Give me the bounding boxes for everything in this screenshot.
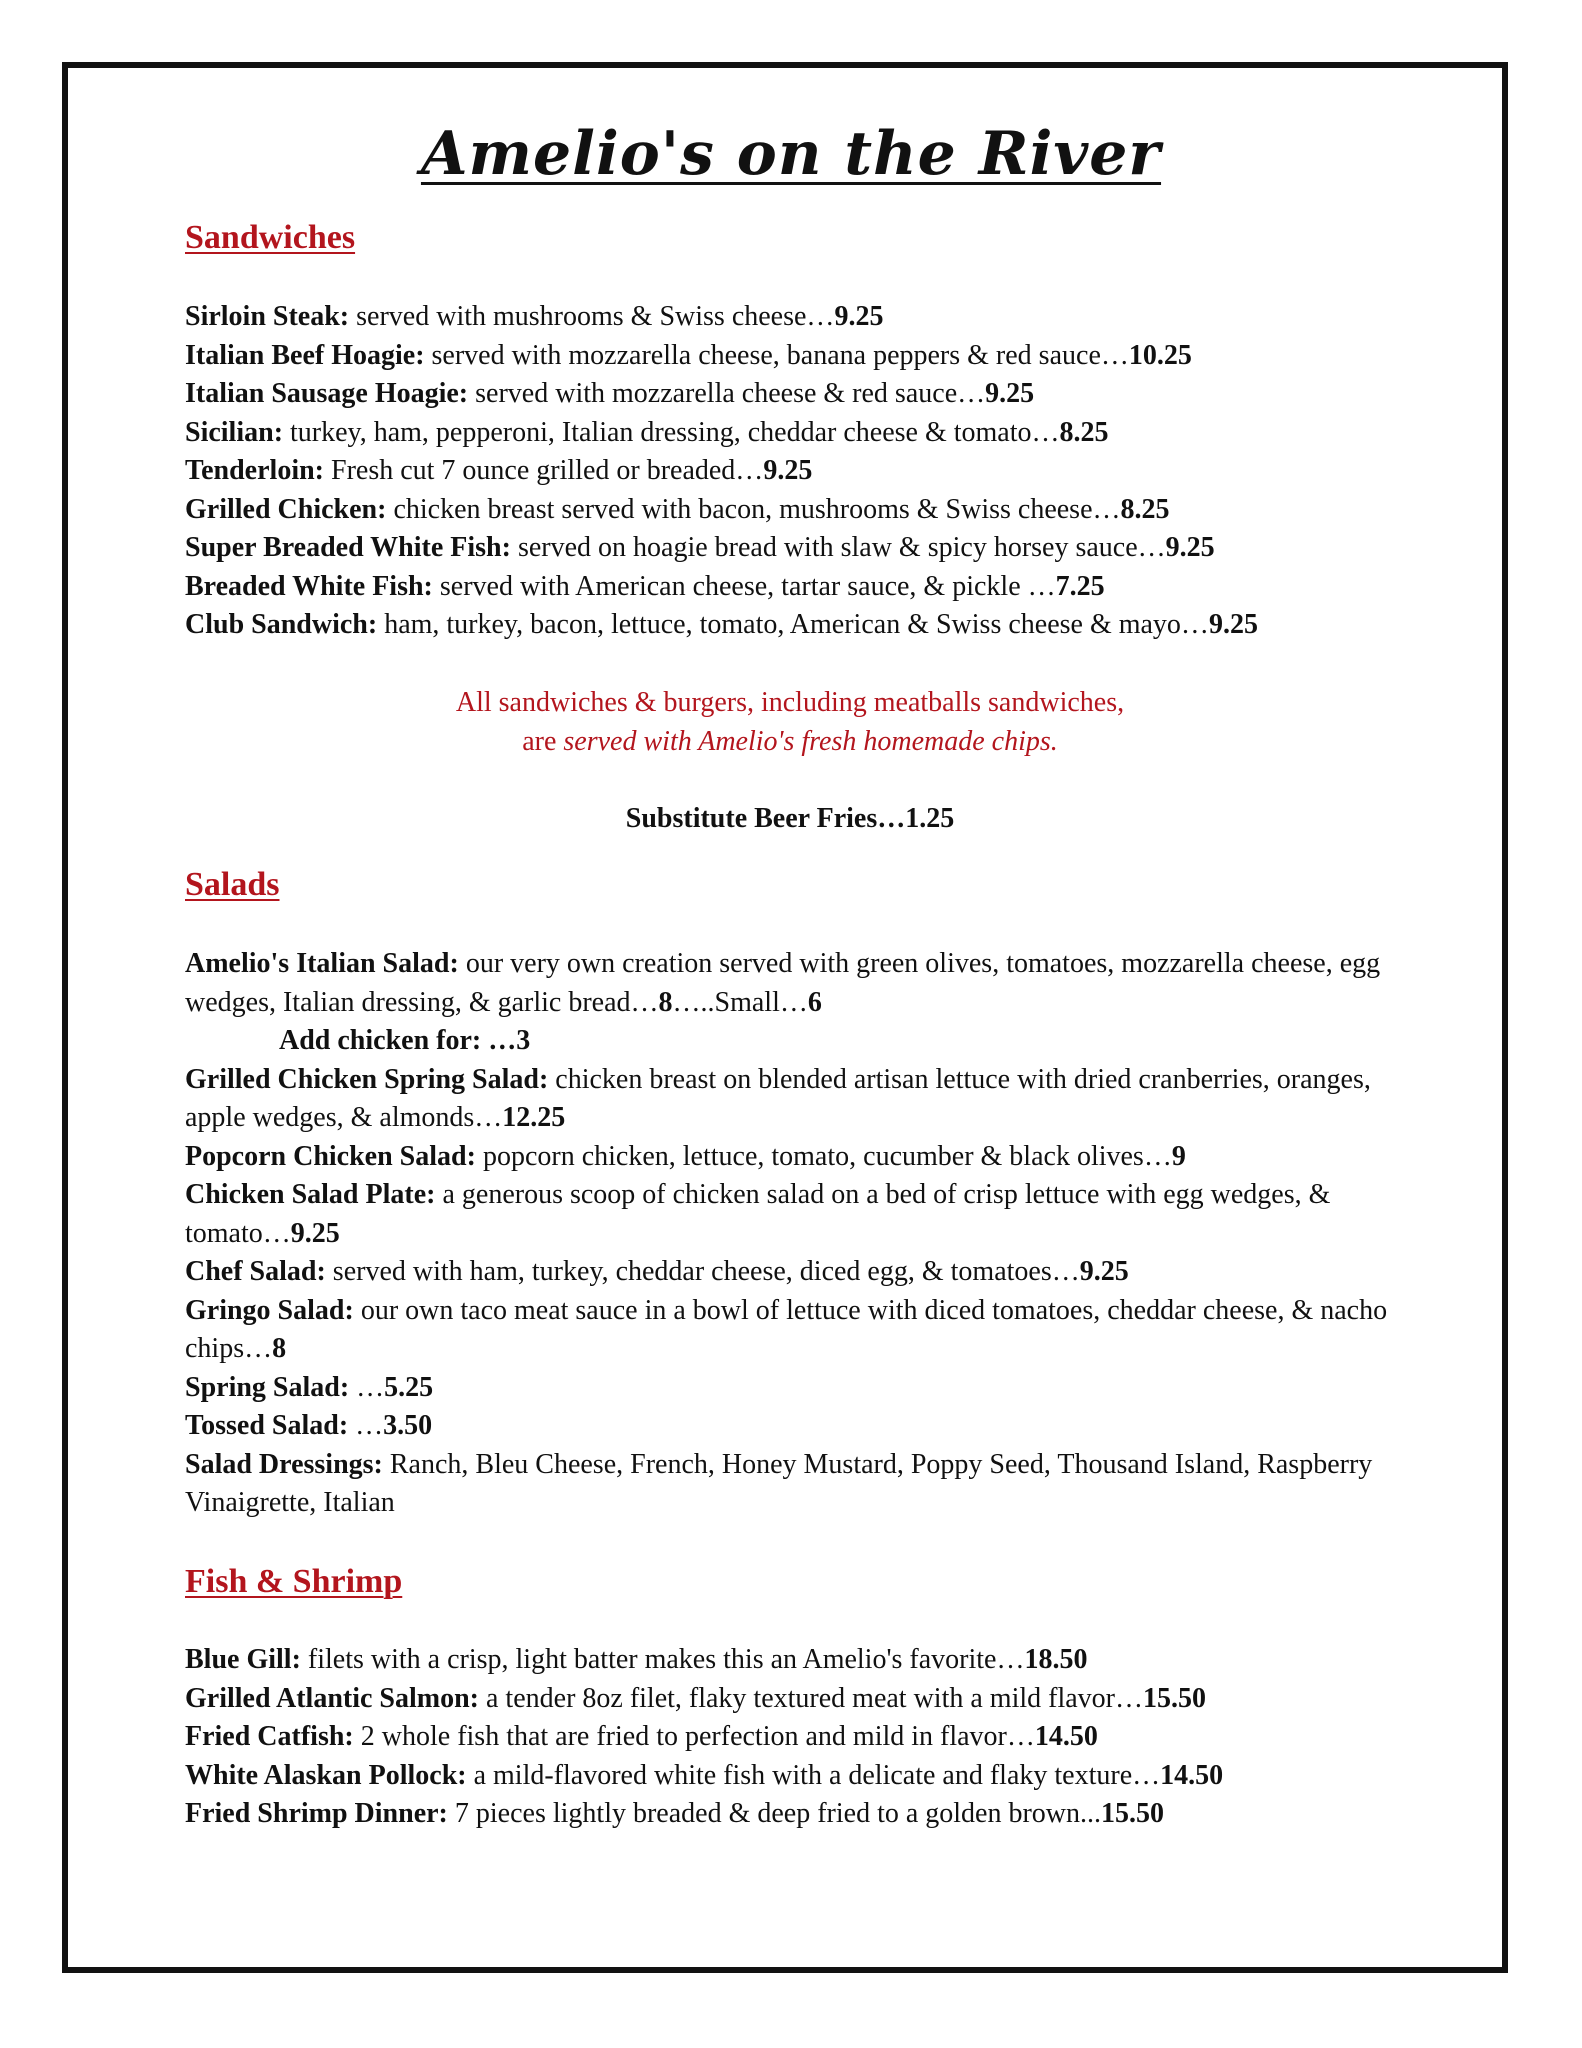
section-heading-salads: Salads	[185, 866, 280, 903]
list-item: Grilled Atlantic Salmon: a tender 8oz filet, flaky textured meat with a mild flavor…15.50	[185, 1682, 1206, 1714]
chips-note-line2: are served with Amelio's fresh homemade chips.	[522, 725, 1058, 757]
list-item: Fried Catfish: 2 whole fish that are fried to perfection and mild in flavor…14.50	[185, 1721, 1098, 1752]
restaurant-title: Amelio's on the River	[420, 119, 1162, 189]
list-item: Breaded White Fish: served with American cheese, tartar sauce, & pickle …7.25	[185, 570, 1105, 602]
list-item: Italian Sausage Hoagie: served with mozzarella cheese & red sauce…9.25	[185, 378, 1035, 409]
list-item: Blue Gill: filets with a crisp, light batter makes this an Amelio's favorite…18.50	[185, 1644, 1088, 1675]
list-item: Chef Salad: served with ham, turkey, cheddar cheese, diced egg, & tomatoes…9.25	[185, 1256, 1129, 1287]
list-item: Tossed Salad: …3.50	[185, 1410, 433, 1441]
section-heading-sandwiches: Sandwiches	[185, 219, 356, 256]
list-item: Gringo Salad: our own taco meat sauce in a bowl of lettuce with diced tomatoes, cheddar cheese, & nacho chips…8	[185, 1294, 1388, 1364]
list-item: Club Sandwich: ham, turkey, bacon, lettuce, tomato, American & Swiss cheese & mayo…9.25	[185, 609, 1258, 640]
sandwiches-section	[185, 218, 1405, 258]
list-item: Fried Shrimp Dinner: 7 pieces lightly breaded & deep fried to a golden brown...15.50	[185, 1798, 1165, 1829]
list-item: Tenderloin: Fresh cut 7 ounce grilled or breaded…9.25	[185, 455, 813, 486]
sandwiches-list	[185, 298, 1405, 645]
list-item: Italian Beef Hoagie: served with mozzarella cheese, banana peppers & red sauce…10.25	[185, 339, 1192, 371]
substitute-fries: Substitute Beer Fries…1.25	[625, 803, 955, 834]
salads-list	[185, 945, 1405, 1523]
list-item: Super Breaded White Fish: served on hoagie bread with slaw & spicy horsey sauce…9.25	[185, 532, 1215, 563]
list-item: Chicken Salad Plate: a generous scoop of chicken salad on a bed of crisp lettuce with egg wedges, & tomato…9.25	[185, 1179, 1331, 1249]
list-item: Sicilian: turkey, ham, pepperoni, Italian dressing, cheddar cheese & tomato…8.25	[185, 416, 1109, 448]
list-item: Salad Dressings: Ranch, Bleu Cheese, French, Honey Mustard, Poppy Seed, Thousand Island, Raspberry Vinaigrette, Italian	[185, 1448, 1373, 1518]
list-item: Spring Salad: …5.25	[185, 1371, 434, 1403]
section-heading-fish-shrimp: Fish & Shrimp	[185, 1563, 403, 1600]
list-item: Sirloin Steak: served with mushrooms & Swiss cheese…9.25	[185, 301, 884, 332]
list-item: Grilled Chicken: chicken breast served with bacon, mushrooms & Swiss cheese…8.25	[185, 493, 1170, 525]
list-item: White Alaskan Pollock: a mild-flavored white fish with a delicate and flaky texture…14.50	[185, 1759, 1224, 1791]
list-item: Amelio's Italian Salad: our very own creation served with green olives, tomatoes, mozzarella cheese, egg wedges, Italian dressing, & garlic bread…8…..Small…6	[185, 948, 1381, 1018]
fish-section	[185, 1562, 1405, 1602]
chips-note-line1: All sandwiches & burgers, including meatballs sandwiches,	[455, 687, 1125, 718]
salads-section	[185, 865, 1405, 905]
list-item: Grilled Chicken Spring Salad: chicken breast on blended artisan lettuce with dried cranberries, oranges, apple wedges, & almonds…12.25	[185, 1063, 1371, 1133]
list-item: Popcorn Chicken Salad: popcorn chicken, lettuce, tomato, cucumber & black olives…9	[185, 1140, 1186, 1172]
chips-note	[185, 684, 1395, 761]
fish-list	[185, 1641, 1405, 1834]
add-chicken-note: Add chicken for: …3	[279, 1025, 531, 1056]
